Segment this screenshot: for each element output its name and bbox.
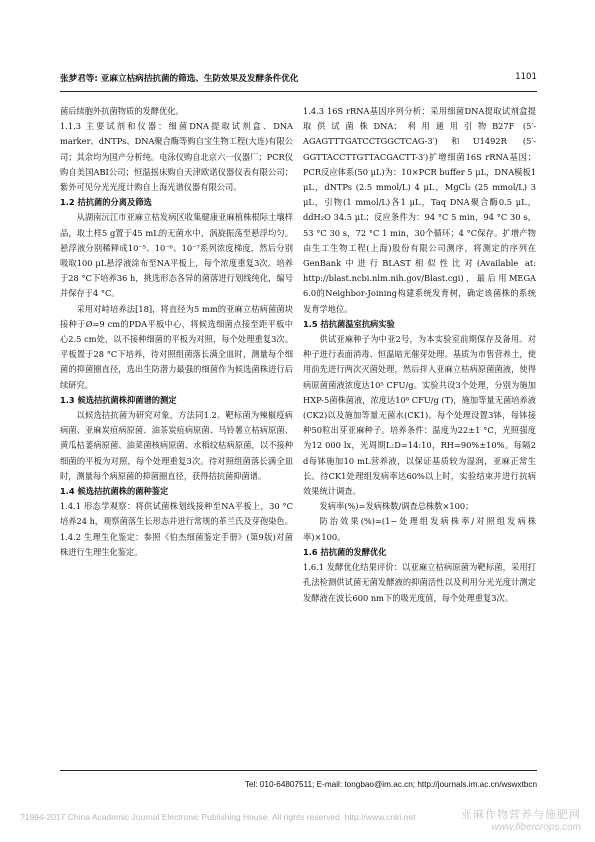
right-column-paragraph: 防治效果(%)=(1−处理组发病株率/对照组发病株率)×100。 bbox=[303, 516, 536, 542]
journal-contact: Tel: 010-64807511; E-mail: tongbao@im.ac.cn; http://journals.im.ac.cn/wswxtbcn bbox=[244, 780, 537, 789]
left-column-paragraph: 1.4.1 形态学观察：将供试菌株划线接种至NA平板上，30 °C培养24 h，观察菌落生长形态并进行常规的革兰氏及芽孢染色。 bbox=[60, 501, 293, 527]
left-column-paragraph: 菌后续胞外抗菌物质的发酵优化。 bbox=[60, 106, 184, 116]
page-number: 1101 bbox=[515, 72, 537, 82]
left-column-heading: 1.4 候选拮抗菌株的菌种鉴定 bbox=[60, 486, 169, 497]
left-column-paragraph: 以候选拮抗菌为研究对象，方法同1.2。靶标菌为辣椒疫病病菌、亚麻炭疽病原菌、油茶炭疽病原菌、马铃薯立枯病原菌、黄瓜枯萎病原菌、油菜菌核病原菌、水稻纹枯病原菌，以不接种细菌的平板为对照，每个处理重复3次。待对照组菌落长满全皿时，测量每个病原菌的抑菌圈直径，获得拮抗菌抑菌谱。 bbox=[60, 410, 293, 481]
left-column-paragraph: 1.1.3 主要试剂和仪器：细菌DNA提取试剂盒、DNA marker、dNTPs、DNA聚合酶等购自宝生物工程(大连)有限公司；其余均为国产分析纯。电泳仪购自北京六一仪器厂；PCR仪购自美国ABI公司；恒温摇床购自天津欧诺仪器仪表有限公司；紫外可见分光光度计购自上海光谱仪器有限公司。 bbox=[60, 121, 293, 193]
right-column-paragraph: 1.6.1 发酵优化结果评价：以亚麻立枯病原菌为靶标菌，采用打孔法检测供试菌无菌发酵液的抑菌活性以及利用分光光度计测定发酵液在波长600 nm下的吸光度值，每个处理重复3次。 bbox=[303, 562, 536, 603]
footer-rule bbox=[60, 770, 537, 771]
watermark-logo bbox=[431, 806, 581, 836]
running-title: 张梦君等: 亚麻立枯病拮抗菌的筛选、生防效果及发酵条件优化 bbox=[60, 74, 299, 84]
left-column-heading: 1.3 候选拮抗菌株抑菌谱的测定 bbox=[60, 394, 177, 405]
left-column bbox=[60, 104, 293, 560]
left-column-paragraph: 1.4.2 生理生化鉴定：参照《伯杰细菌鉴定手册》(第9版)对菌株进行生理生化鉴定。 bbox=[60, 531, 293, 557]
copyright-line: ?1994-2017 China Academic Journal Electronic Publishing House. All rights reserved. http://www.cnki.net bbox=[20, 812, 416, 822]
right-column-paragraph: 发病率(%)=发病株数/调查总株数×100； bbox=[319, 501, 474, 512]
right-column bbox=[303, 104, 536, 606]
right-column-heading: 1.5 拮抗菌温室抗病实验 bbox=[303, 318, 395, 329]
right-column-heading: 1.6 拮抗菌的发酵优化 bbox=[303, 546, 387, 557]
left-column-heading: 1.2 拮抗菌的分离及筛选 bbox=[60, 197, 152, 208]
left-column-paragraph: 从湖南沅江市亚麻立枯发病区收集健康亚麻植株根际土壤样品，取土样5 g置于45 mL的无菌水中，涡旋振荡至悬浮均匀。悬浮液分别稀释成10⁻⁵、10⁻⁶、10⁻⁷系列浓度梯度，然后分别吸取100 μL悬浮液涂布至NA平板上，每个浓度重复3次。培养于28 °C下培养36 h，挑选形态各异的菌落进行划线纯化，编号并保存于4 °C。 bbox=[60, 212, 293, 299]
watermark-url: www.fibercrops.com bbox=[491, 822, 581, 833]
right-column-paragraph: 1.4.3 16S rRNA基因序列分析：采用细菌DNA提取试剂盒提取供试菌株DNA；利用通用引物B27F (5′-AGAGTTTGATCCTGGCTCAG-3′)和U1492R (5′-GGTTACCTTGTTACGACTT-3′)扩增细菌16S rRNA基因；PCR反应体系(50 μL)为：10×PCR buffer 5 μL，DNA模板1 μL，dNTPs (2.5 mmol/L) 4 μL，MgCl₂ (25 mmol/L) 3 μL，引物(1 mmol/L)各1 μL，Taq DNA聚合酶0.5 μL，ddH₂O 34.5 μL；反应条件为：94 °C 5 min，94 °C 30 s，53 °C 30 s，72 °C 1 min，30个循环；4 °C保存。扩增产物由生工生物工程(上海)股份有限公司测序，将测定的序列在GenBank中进行BLAST相似性比对(Available at: http://blast.ncbi.nlm.nih.gov/Blast.cgi)，最后用MEGA 6.0的Neighbor-Joining构建系统发育树，确定该菌株的系统发育学地位。 bbox=[303, 106, 536, 314]
right-column-paragraph: 供试亚麻种子为中亚2号，为本实验室前期保存及备用。对种子进行表面消毒、恒温暗光催芽处理。基质为市售营养土，使用前先进行两次灭菌处理，然后拌入亚麻立枯病原菌菌液，使得病原菌菌液浓度达10⁵ CFU/g。实验共设3个处理，分别为施加HXP-5菌株菌液，浓度达10⁸ CFU/g (T)，施加等量无菌培养液(CK2)以及施加等量无菌水(CK1)。每个处理设置3钵，每钵接种50粒出芽亚麻种子。培养条件：温度为22±1 °C，光照强度为12 000 lx，光周期L:D=14:10，RH=90%±10%。每隔2 d每钵施加10 mL营养液，以保证基质较为湿润，亚麻正常生长。待CK1处理组发病率达60%以上时，实验结束并进行抗病效果统计调查。 bbox=[303, 334, 536, 497]
running-header bbox=[60, 72, 537, 86]
watermark-text: 亚麻作物营养与施肥网 bbox=[461, 808, 581, 821]
left-column-paragraph: 采用对峙培养法[18]，将直径为5 mm的亚麻立枯病菌菌块接种于Ø=9 cm的PDA平板中心，将候选细菌点接至距平板中心2.5 cm处，以不接种细菌的平板为对照，每个处理重复3次。平板置于28 °C下培养，待对照组菌落长满全皿时，测量每个细菌的抑菌圈直径，选出生防潜力最强的细菌作为候选菌株进行后续研究。 bbox=[60, 303, 293, 390]
header-rule bbox=[60, 91, 537, 92]
